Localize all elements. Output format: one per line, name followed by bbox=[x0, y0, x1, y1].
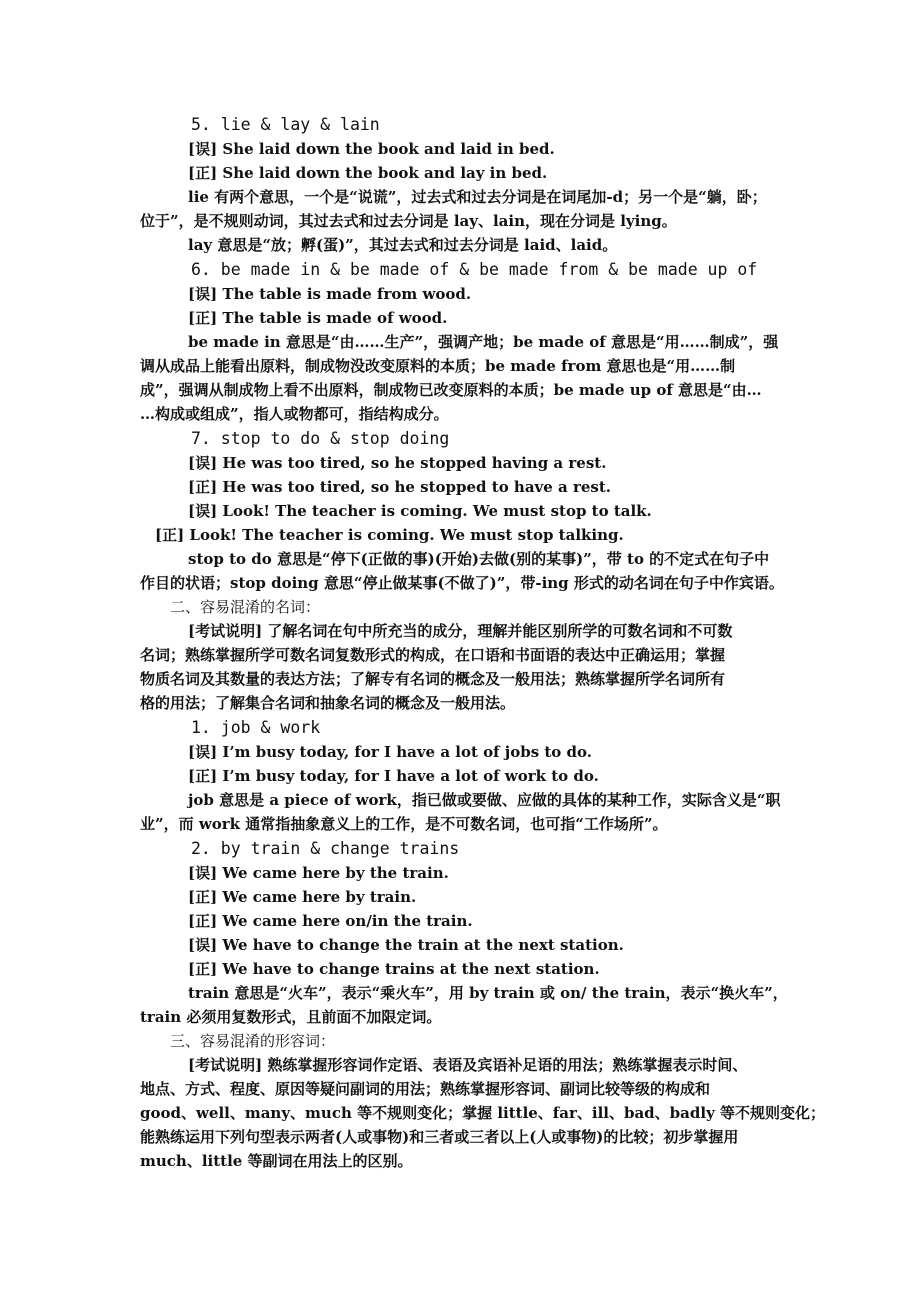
heading-be-made: 6. be made in & be made of & be made from & be made up of bbox=[191, 260, 758, 279]
explanation-text: stop to do 意思是“停下(正做的事)(开始)去做(别的某事)”，带 to 的不定式在句子中 bbox=[188, 550, 770, 568]
wrong-example: [误] The table is made from wood. bbox=[188, 285, 472, 303]
explanation-text: job 意思是 a piece of work，指已做或要做、应做的具体的某种工作，实际含义是“职 bbox=[188, 791, 781, 809]
correct-example: [正] We came here by train. bbox=[188, 888, 417, 906]
exam-description: [考试说明] 熟练掌握形容词作定语、表语及宾语补足语的用法；熟练掌握表示时间、 bbox=[188, 1056, 748, 1074]
explanation-text: lie 有两个意思，一个是“说谎”，过去式和过去分词是在词尾加-d；另一个是“躺，卧； bbox=[188, 188, 767, 206]
wrong-example: [误] She laid down the book and laid in bed. bbox=[188, 140, 555, 158]
correct-example: [正] He was too tired, so he stopped to have a rest. bbox=[188, 478, 612, 496]
explanation-text: train 意思是“火车”，表示“乘火车”，用 by train 或 on/ the train，表示“换火车”， bbox=[188, 984, 788, 1002]
wrong-example: [误] I’m busy today, for I have a lot of jobs to do. bbox=[188, 743, 592, 761]
correct-example: [正] The table is made of wood. bbox=[188, 309, 448, 327]
exam-description: much、little 等副词在用法上的区别。 bbox=[140, 1152, 413, 1170]
correct-example: [正] She laid down the book and lay in bed. bbox=[188, 164, 548, 182]
section-heading-adjectives: 三、容易混淆的形容词： bbox=[170, 1032, 336, 1050]
explanation-text: 作目的状语；stop doing 意思“停止做某事(不做了)”，带-ing 形式的动名词在句子中作宾语。 bbox=[140, 574, 784, 592]
wrong-example: [误] He was too tired, so he stopped having a rest. bbox=[188, 454, 607, 472]
correct-example: [正] We have to change trains at the next station. bbox=[188, 960, 600, 978]
explanation-text: 业”，而 work 通常指抽象意义上的工作，是不可数名词，也可指“工作场所”。 bbox=[140, 815, 668, 833]
heading-by-train: 2. by train & change trains bbox=[191, 839, 460, 858]
explanation-text: lay 意思是“放；孵(蛋)”，其过去式和过去分词是 laid、laid。 bbox=[188, 236, 618, 254]
wrong-example: [误] We have to change the train at the next station. bbox=[188, 936, 624, 954]
wrong-example: [误] We came here by the train. bbox=[188, 864, 449, 882]
exam-description: good、well、many、much 等不规则变化；掌握 little、far、ill、bad、badly 等不规则变化； bbox=[140, 1104, 826, 1122]
explanation-text: …构成或组成”，指人或物都可，指结构成分。 bbox=[140, 405, 449, 423]
wrong-example: [误] Look! The teacher is coming. We must stop to talk. bbox=[188, 502, 652, 520]
exam-description: 名词；熟练掌握所学可数名词复数形式的构成，在口语和书面语的表达中正确运用；掌握 bbox=[140, 646, 726, 664]
heading-lie-lay-lain: 5. lie & lay & lain bbox=[191, 115, 380, 134]
explanation-text: be made in 意思是“由……生产”，强调产地；be made of 意思是“用……制成”，强 bbox=[188, 333, 779, 351]
correct-example: [正] We came here on/in the train. bbox=[188, 912, 473, 930]
explanation-text: 成”，强调从制成物上看不出原料，制成物已改变原料的本质；be made up of 意思是“由… bbox=[140, 381, 762, 399]
heading-stop-to-do: 7. stop to do & stop doing bbox=[191, 429, 450, 448]
exam-description: 地点、方式、程度、原因等疑问副词的用法；熟练掌握形容词、副词比较等级的构成和 bbox=[140, 1080, 711, 1098]
section-heading-nouns: 二、容易混淆的名词： bbox=[170, 598, 321, 616]
exam-description: 物质名词及其数量的表达方法；了解专有名词的概念及一般用法；熟练掌握所学名词所有 bbox=[140, 670, 726, 688]
explanation-text: 位于”，是不规则动词，其过去式和过去分词是 lay、lain，现在分词是 lying。 bbox=[140, 212, 677, 230]
exam-description: [考试说明] 了解名词在句中所充当的成分，理解并能区别所学的可数名词和不可数 bbox=[188, 622, 733, 640]
correct-example: [正] Look! The teacher is coming. We must stop talking. bbox=[155, 526, 624, 544]
heading-job-work: 1. job & work bbox=[191, 718, 321, 737]
correct-example: [正] I’m busy today, for I have a lot of work to do. bbox=[188, 767, 599, 785]
explanation-text: train 必须用复数形式，且前面不加限定词。 bbox=[140, 1008, 442, 1026]
exam-description: 格的用法；了解集合名词和抽象名词的概念及一般用法。 bbox=[140, 694, 516, 712]
explanation-text: 调从成品上能看出原料，制成物没改变原料的本质；be made from 意思也是“用……制 bbox=[140, 357, 736, 375]
exam-description: 能熟练运用下列句型表示两者(人或事物)和三者或三者以上(人或事物)的比较；初步掌握用 bbox=[140, 1128, 739, 1146]
